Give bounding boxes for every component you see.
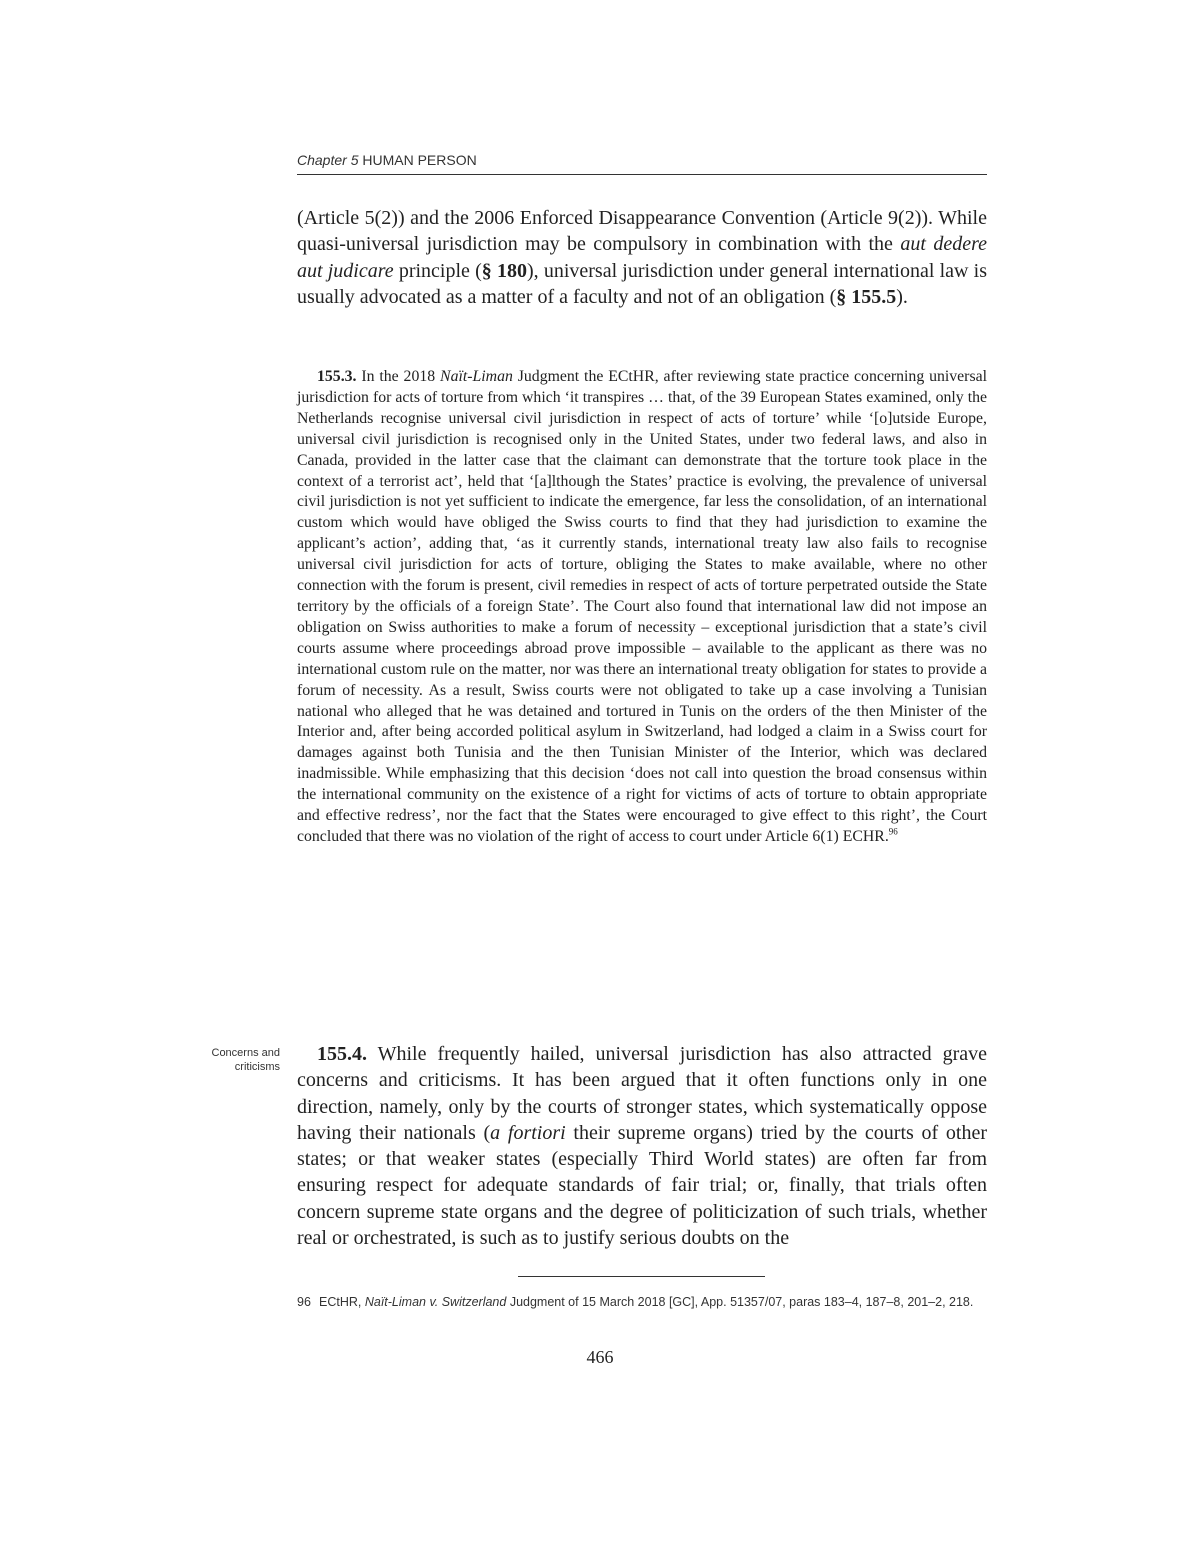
running-head [297,152,987,168]
text-run: (Article 5(2)) and the 2006 Enforced Disappearance Convention (Article 9(2)). While quasi-universal jurisdiction may be compulsory in combination with the [297,207,987,256]
text-run: While frequently hailed, universal jurisdiction has also attracted grave concerns and criticisms. It has been argued that it often functions only in one direction, namely, only by the courts of stronger states, which systematically oppose having their nationals ( [297,1043,987,1144]
text-run: ECtHR, [319,1295,365,1309]
margin-note-line: Concerns and [211,1047,280,1059]
paragraph-155-4 [297,1041,987,1251]
text-run: principle ( [393,259,482,282]
text-run: In the 2018 [356,368,441,385]
paragraph-155-3 [297,367,987,848]
header-rule [297,174,987,175]
text-run: their supreme organs) tried by the courts of other states; or that weaker states (especially Third World states) are often far from ensuring respect for adequate standards of fair trial; or, finally, that trials often concern supreme state organs and the degree of politicization of such trials, whether real or orchestrated, is such as to justify serious doubts on the [297,1121,988,1250]
cross-reference: § 180 [481,259,527,282]
page-number: 466 [586,1347,614,1367]
paragraph-number: 155.3. [317,368,357,385]
text-run: ), universal jurisdiction under general international law is usually advocated as a matter of a faculty and not of an obligation ( [297,259,988,308]
latin-phrase: aut dedere aut judicare [297,233,988,282]
text-run: Judgment the ECtHR, after reviewing state practice concerning universal jurisdiction for acts of torture from which ‘it transpires … that, of the 39 European States examined, only the Netherlands recognise universal civil jurisdiction in respect of acts of torture’ while ‘[o]utside Europe, universal civil jurisdiction is recognised only in the United States, under two federal laws, and also in Canada, provided in the latter case that the claimant can demonstrate that the torture took place in the context of a terrorist act’, held that ‘[a]lthough the States’ practice is evolving, the prevalence of universal civil jurisdiction is not yet sufficient to indicate the emergence, far less the consolidation, of an international custom which would have obliged the Swiss courts to find that they had jurisdiction to examine the applicant’s action’, adding that, ‘as it currently stands, international treaty law also fails to recognise universal civil jurisdiction for acts of torture, obliging the States to make available, where no other connection with the forum is present, civil remedies in respect of acts of torture perpetrated outside the State territory by the officials of a foreign State’. The Court also found that international law did not impose an obligation on Swiss authorities to make a forum of necessity – exceptional jurisdiction that a state’s civil courts assume where proceedings abroad prove impossible – available to the applicant as there was no international custom rule on the matter, nor was there an international treaty obligation for states to provide a forum of necessity. As a result, Swiss courts were not obligated to take up a case involving a Tunisian national who alleged that he was detained and tortured in Tunis on the orders of the then Minister of the Interior and, after being accorded political asylum in Switzerland, had lodged a claim in a Swiss court for damages against both Tunisia and the then Tunisian Minister of the Interior, which was declared inadmissible. While emphasizing that this decision ‘does not call into question the broad consensus within the international community on the existence of a right for victims of acts of torture to obtain appropriate and effective redress’, nor the fact that the States were encouraged to give effect to this right’, the Court concluded that there was no violation of the right of access to court under Article 6(1) ECHR. [297,368,987,845]
chapter-label: Chapter 5 [297,152,359,168]
chapter-title: HUMAN PERSON [362,152,477,168]
margin-note-line: criticisms [234,1061,280,1073]
case-name: Naït-Liman [440,368,513,385]
text-run: ). [896,285,908,308]
footnote-reference[interactable]: 96 [888,826,898,837]
cross-reference: § 155.5 [836,285,897,308]
footnote-body [319,1293,987,1312]
footnote [297,1293,987,1312]
latin-phrase: a fortiori [490,1121,566,1144]
margin-note [190,1046,280,1074]
case-name: Naït-Liman v. Switzerland [364,1295,507,1309]
text-run: Judgment of 15 March 2018 [GC], App. 51357/07, paras 183–4, 187–8, 201–2, 218. [506,1295,974,1309]
footnote-number: 96 [297,1295,311,1309]
paragraph-continuation [297,205,987,310]
paragraph-number: 155.4. [317,1043,367,1065]
footnote-rule [518,1276,765,1277]
